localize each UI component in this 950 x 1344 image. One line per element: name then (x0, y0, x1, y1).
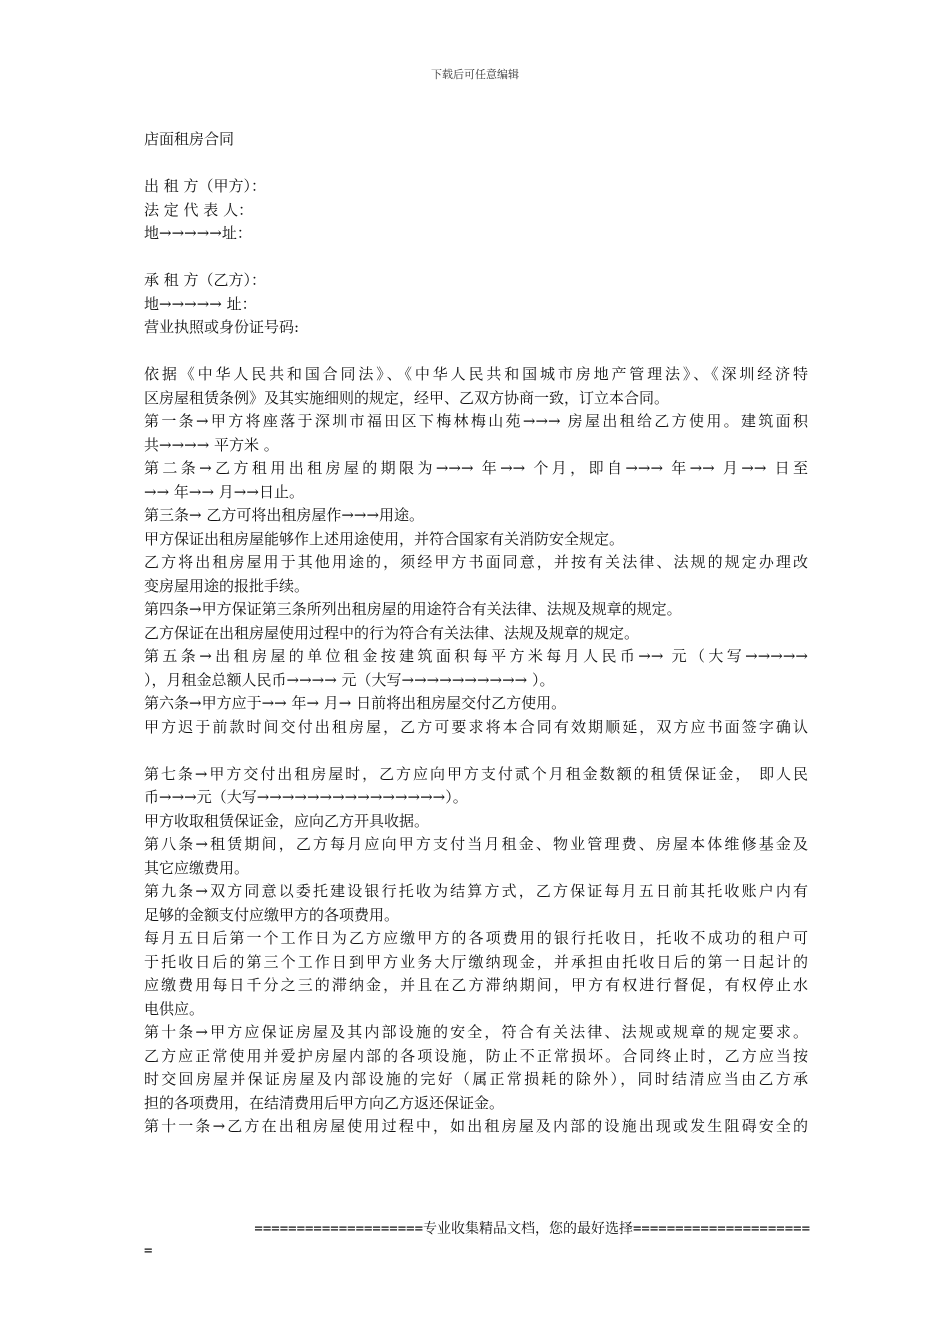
text-line: 甲方保证出租房屋能够作上述用途使用，并符合国家有关消防安全规定。 (144, 529, 625, 548)
contract-title: 店面租房合同 (144, 130, 235, 148)
text-line: 足够的金额支付应缴甲方的各项费用。 (144, 905, 400, 924)
text-line: 第五条→出租房屋的单位租金按建筑面积每平方米每月人民币→→ 元（大写→→→→→ (144, 647, 808, 665)
header-note: 下载后可任意编辑 (431, 68, 519, 81)
blank-line (144, 246, 808, 270)
contract-body (144, 128, 808, 1139)
text-line: 依据《中华人民共和国合同法》、《中华人民共和国城市房地产管理法》、《深圳经济特 (144, 365, 808, 383)
footer-line-1: ====================专业收集精品文档，您的最好选择===================== (254, 1221, 810, 1237)
text-line: 第八条→租赁期间，乙方每月应向甲方支付当月租金、物业管理费、房屋本体维修基金及 (144, 835, 808, 853)
footer-banner (144, 1218, 810, 1262)
text-line: 电供应。 (144, 999, 205, 1018)
blank-line (144, 340, 808, 364)
text-line: 法 定 代 表 人： (144, 200, 254, 219)
text-line: 担的各项费用，在结清费用后甲方向乙方返还保证金。 (144, 1093, 505, 1112)
text-line: 第三条→ 乙方可将出租房屋作→→→用途。 (144, 506, 425, 524)
text-line: →→ 年→→ 月→→日止。 (144, 482, 304, 501)
text-line: 其它应缴费用。 (144, 858, 250, 877)
text-line: 时交回房屋并保证房屋及内部设施的完好（属正常损耗的除外），同时结清应当由乙方承 (144, 1070, 808, 1088)
text-line: 变房屋用途的报批手续。 (144, 576, 310, 595)
text-line: 乙方保证在出租房屋使用过程中的行为符合有关法律、法规及规章的规定。 (144, 623, 640, 642)
text-line: 第六条→甲方应于→→ 年→ 月→ 日前将出租房屋交付乙方使用。 (144, 694, 567, 712)
text-line: 第七条→甲方交付出租房屋时，乙方应向甲方支付贰个月租金数额的租赁保证金， 即人民 (144, 764, 808, 783)
text-line: 出 租 方（甲方）： (144, 177, 267, 195)
blank-line (144, 739, 808, 763)
contract-lines (144, 152, 808, 1139)
text-line: 每月五日后第一个工作日为乙方应缴甲方的各项费用的银行托收日，托收不成功的租户可 (144, 929, 808, 947)
text-line: 甲方迟于前款时间交付出租房屋，乙方可要求将本合同有效期顺延，双方应书面签字确认 (144, 717, 808, 736)
text-line: 乙方应正常使用并爱护房屋内部的各项设施，防止不正常损坏。合同终止时，乙方应当按 (144, 1046, 808, 1065)
text-line: 于托收日后的第三个工作日到甲方业务大厅缴纳现金，并承担由托收日后的第一日起计的 (144, 952, 808, 971)
text-line: 地→→→→→ 址： (144, 294, 257, 313)
text-line: 第二条→乙方租用出租房屋的期限为→→→ 年→→ 个月，即自→→→ 年→→ 月→→ 日至 (144, 459, 808, 477)
text-line: 应缴费用每日千分之三的滞纳金，并且在乙方滞纳期间，甲方有权进行督促，有权停止水 (144, 976, 808, 994)
text-line: 第九条→双方同意以委托建设银行托收为结算方式，乙方保证每月五日前其托收账户内有 (144, 882, 808, 900)
text-line: 地→→→→→址： (144, 224, 252, 242)
text-line: 营业执照或身份证号码: (144, 318, 300, 336)
text-line: 币→→→元（大写→→→→→→→→→→→→→→→）。 (144, 788, 468, 806)
text-line: 甲方收取租赁保证金，应向乙方开具收据。 (144, 811, 430, 830)
text-line: 第十条→甲方应保证房屋及其内部设施的安全，符合有关法律、法规或规章的规定要求。 (144, 1023, 808, 1041)
text-line: 乙方将出租房屋用于其他用途的，须经甲方书面同意，并按有关法律、法规的规定办理改 (144, 553, 808, 571)
text-line: 承 租 方（乙方）： (144, 271, 267, 289)
text-line: 区房屋租赁条例》及其实施细则的规定，经甲、乙双方协商一致，订立本合同。 (144, 388, 670, 407)
text-line: 第四条→甲方保证第三条所列出租房屋的用途符合有关法律、法规及规章的规定。 (144, 600, 682, 618)
footer-line-2: = (144, 1243, 153, 1259)
blank-line (144, 152, 808, 176)
text-line: 第一条→甲方将座落于深圳市福田区下梅林梅山苑→→→ 房屋出租给乙方使用。建筑面积 (144, 412, 808, 430)
text-line: 共→→→→ 平方米 。 (144, 435, 279, 454)
text-line: ），月租金总额人民币→→→→ 元（大写→→→→→→→→→→ ）。 (144, 670, 555, 689)
text-line: 第十一条→乙方在出租房屋使用过程中，如出租房屋及内部的设施出现或发生阻碍安全的 (144, 1117, 808, 1135)
